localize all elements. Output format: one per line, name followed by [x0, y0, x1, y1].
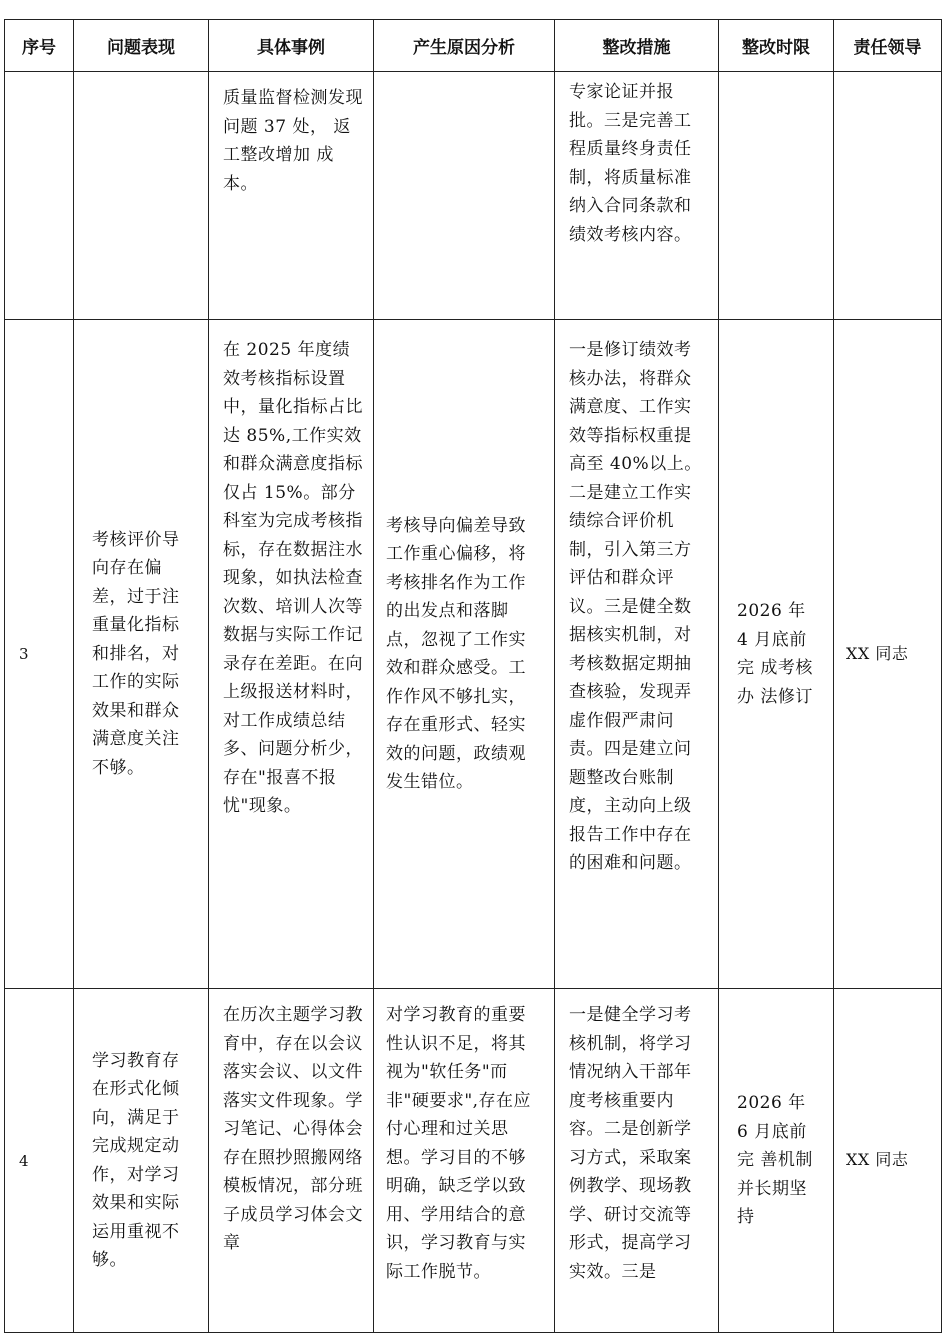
row-serial: 4	[5, 989, 74, 1333]
row-problem: 学习教育存在形式化倾向，满足于完成规定动作，对学习效果和实际运用重视不够。	[74, 989, 209, 1333]
row-example: 在 2025 年度绩效考核指标设置中，量化指标占比达 85%,工作实效和群众满意度指标仅占 15%。部分科室为完成考核指标，存在数据注水现象，如执法检查次数、培训人次等数据与实际工作记录存在差距。在向上级报送材料时，对工作成绩总结多、问题分析少，存在"报喜不报忧"现象。	[209, 320, 374, 989]
row-measures: 一是健全学习考核机制，将学习情况纳入干部年度考核重要内容。二是创新学习方式，采取案例教学、现场教学、研讨交流等形式，提高学习实效。三是	[555, 989, 719, 1333]
row-leader: XX 同志	[834, 989, 942, 1333]
row-deadline: 2026 年 4 月底前完 成考核办 法修订	[719, 320, 834, 989]
row-cause	[374, 72, 555, 320]
row-example: 质量监督检测发现问题 37 处， 返工整改增加 成本。	[209, 72, 374, 320]
header-cause: 产生原因分析	[374, 20, 555, 72]
row-example: 在历次主题学习教育中，存在以会议落实会议、以文件落实文件现象。学习笔记、心得体会存在照抄照搬网络模板情况，部分班子成员学习体会文章	[209, 989, 374, 1333]
header-measures: 整改措施	[555, 20, 719, 72]
header-leader: 责任领导	[834, 20, 942, 72]
row-serial	[5, 72, 74, 320]
header-problem: 问题表现	[74, 20, 209, 72]
header-example: 具体事例	[209, 20, 374, 72]
header-deadline: 整改时限	[719, 20, 834, 72]
row-problem: 考核评价导向存在偏差，过于注重量化指标和排名，对工作的实际效果和群众满意度关注不够。	[74, 320, 209, 989]
row-measures: 专家论证并报批。三是完善工程质量终身责任制，将质量标准纳入合同条款和绩效考核内容。	[555, 72, 719, 320]
row-deadline	[719, 72, 834, 320]
table-row	[5, 320, 942, 989]
table-row	[5, 989, 942, 1333]
header-row	[5, 20, 942, 72]
row-problem	[74, 72, 209, 320]
row-serial: 3	[5, 320, 74, 989]
table-row	[5, 72, 942, 320]
row-leader	[834, 72, 942, 320]
row-cause: 考核导向偏差导致工作重心偏移，将考核排名作为工作的出发点和落脚点，忽视了工作实效和群众感受。工作作风不够扎实，存在重形式、轻实效的问题，政绩观发生错位。	[374, 320, 555, 989]
rectification-table	[4, 19, 942, 1333]
row-leader: XX 同志	[834, 320, 942, 989]
header-serial: 序号	[5, 20, 74, 72]
row-cause: 对学习教育的重要性认识不足，将其视为"软任务"而非"硬要求",存在应付心理和过关思想。学习目的不够明确，缺乏学以致用、学用结合的意识，学习教育与实际工作脱节。	[374, 989, 555, 1333]
row-deadline: 2026 年 6 月底前完 善机制并长期坚持	[719, 989, 834, 1333]
row-measures: 一是修订绩效考核办法，将群众满意度、工作实效等指标权重提高至 40%以上。二是建立工作实绩综合评价机制，引入第三方评估和群众评议。三是健全数据核实机制，对考核数据定期抽查核验，发现弄虚作假严肃问责。四是建立问题整改台账制度，主动向上级报告工作中存在的困难和问题。	[555, 320, 719, 989]
